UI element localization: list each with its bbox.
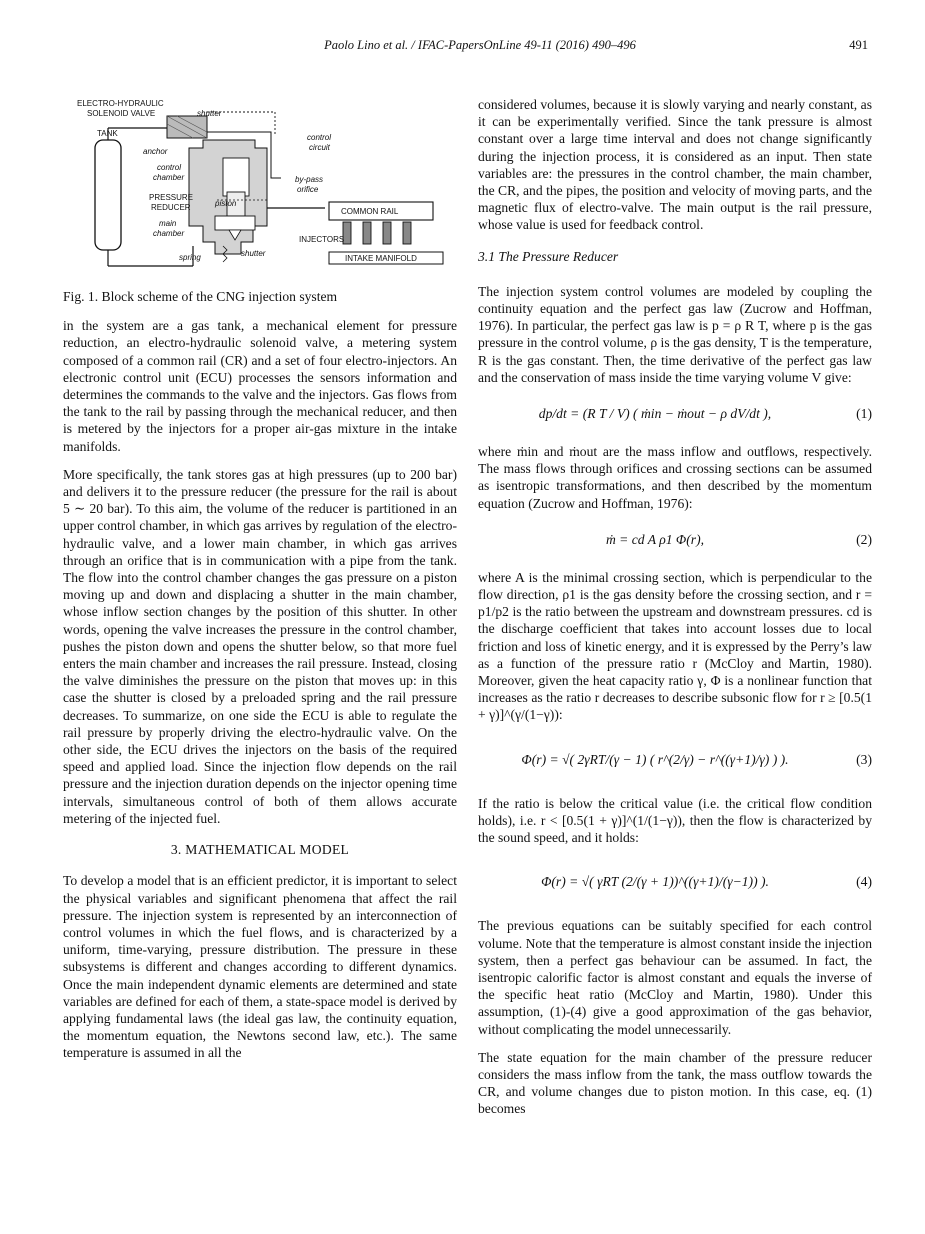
paragraph: The state equation for the main chamber of the pressure reducer considers the mass inflow from the tank, the mass outflow towards the CR, and volume changes due to piston motion. In this case, eq. (1) becomes [478,1049,872,1117]
paragraph: in the system are a gas tank, a mechanical element for pressure reduction, an electro-hydraulic solenoid valve, a metering system composed of a common rail (CR) and a set of four electro-injectors. An electronic control unit (ECU) processes the sensors information and determines the commands to the valve and the injectors. Gas flows from the tank to the rail by passing through the mechanical reducer, and then is metered by the injectors for a proper air-gas mixture in the intake manifolds. [63,318,457,454]
paragraph: considered volumes, because it is slowly varying and nearly constant, as it can be experimentally verified. Since the tank pressure is almost constant over a large time interval and does not change significantly during the injection process, it is considered as an input. Then state variables are: the pressures in the control chamber, the main chamber, the CR, and the pipes, the position and velocity of moving parts, and the magnetic flux of electro-valve. The main output is the rail pressure, whose value is used for feedback control. [478,97,872,233]
citation: Paolo Lino et al. / IFAC-PapersOnLine 49-11 (2016) 490–496 [324,38,636,52]
subsection-title: 3.1 The Pressure Reducer [478,248,619,264]
paragraph: If the ratio is below the critical value (i.e. the critical flow condition holds), i.e. r < [0.5(1 + γ)]^(1/(1−γ)), then the flow is characterized by the sound speed, and it holds: [478,795,872,846]
equation-number: (4) [856,874,872,890]
paragraph: The previous equations can be suitably specified for each control volume. Note that the temperature is almost constant inside the injection system, then a perfect gas behaviour can be assumed. In fact, the isentropic calorific factor is almost constant and equals the inverse of the specific heat ratio (McCloy and Martin, 1980). Under this assumption, (1)-(4) give a good approximation of the gas behavior, without complicating the model unnecessarily. [478,918,872,1037]
right-column [478,96,872,1129]
paragraph: where ṁin and ṁout are the mass inflow and outflows, respectively. The mass flows through orifices and crossing sections can be assumed as isentropic transformations, and then described by the momentum equation (Zucrow and Hoffman, 1976): [478,444,872,511]
label-valve-2: SOLENOID VALVE [87,109,156,118]
label-control-chamber-2: chamber [153,173,185,182]
label-anchor: anchor [143,147,168,156]
cng-scheme-diagram [63,96,457,272]
figure-caption: Fig. 1. Block scheme of the CNG injection system [63,289,338,304]
equation-body: dp/dt = (R T / V) ( ṁin − ṁout − ρ dV/dt ), [538,406,772,422]
page-header [60,38,868,58]
label-injectors: INJECTORS [299,235,345,244]
equation-1 [478,397,872,437]
section-title: 3. MATHEMATICAL MODEL [170,842,350,858]
label-main-chamber-1: main [159,219,177,228]
paragraph: To develop a model that is an efficient predictor, it is important to select the physical variables and significant phenomena that affect the rail pressure. The injection system is represented by an interconnection of control volumes in which the fuel flows, and is characterized by a uniform, time-varying, pressure distribution. The pressure in these subsystems is different and changes according to different dynamics. Once the main independent dynamic elements are determined and state variables are defined for each of them, a state-space model is derived by applying fundamental laws (the ideal gas law, the continuity equation, the momentum equation, the Newtons second law, etc.). The same temperature is assumed in all the [63,873,457,1061]
figure-block-scheme [63,96,457,272]
label-shutter-bottom: shutter [241,249,266,258]
page-number: 491 [849,38,868,52]
label-reducer-1: PRESSURE [149,193,194,202]
label-main-chamber-2: chamber [153,229,185,238]
equation-4 [478,857,872,911]
equation-body: Φ(r) = √( 2γRT/(γ − 1) ( r^(2/γ) − r^((γ+1)/γ) ) ). [521,751,789,767]
label-common-rail: COMMON RAIL [341,207,399,216]
label-reducer-2: REDUCER [151,203,191,212]
tank-shape [95,140,121,250]
equation-body: Φ(r) = √( γRT (2/(γ + 1))^((γ+1)/(γ−1)) ). [541,874,769,890]
label-bypass-1: by-pass [295,175,324,184]
equation-number: (2) [856,531,872,547]
label-control-circuit-1: control [307,133,332,142]
label-intake-manifold: INTAKE MANIFOLD [345,254,417,263]
paragraph: where A is the minimal crossing section, which is perpendicular to the flow direction, ρ1 is the gas density before the crossing section, and r = p1/p2 is the ratio between the upstream and downstream pressures. cd is the discharge coefficient that takes into account losses due to local friction and loss of kinetic energy, and it is expressed by the Perry’s law as a function of the pressure ratio r (McCloy and Martin, 1980). Moreover, given the heat capacity ratio γ, Φ is a nonlinear function that increases as the ratio r decreases to describe subsonic flow for r ≥ [0.5(1 + γ)]^(γ/(1−γ)): [478,569,872,723]
left-column [63,96,457,1073]
label-valve-1: ELECTRO-HYDRAULIC [77,99,164,108]
label-control-circuit-2: circuit [309,143,330,152]
equation-number: (1) [856,406,872,422]
label-shutter-top: shutter [197,109,222,118]
equation-2 [478,523,872,563]
equation-number: (3) [856,751,872,767]
label-bypass-2: orifice [297,185,319,194]
paragraph: The injection system control volumes are modeled by coupling the continuity equation and the perfect gas law (Zucrow and Hoffman, 1976). In particular, the perfect gas law is p = ρ R T, where p is the gas pressure in the control volume, ρ is the gas density, T is the temperature, R is the gas constant. Then, the time derivative of the perfect gas law and the conservation of mass inside the time varying volume V give: [478,283,872,385]
label-piston: piston [215,199,237,208]
label-control-chamber-1: control [157,163,182,172]
injector-shapes [343,222,411,244]
equation-3 [478,735,872,789]
label-tank: TANK [97,129,118,138]
label-spring: spring [179,253,201,262]
paragraph: More specifically, the tank stores gas at high pressures (up to 200 bar) and delivers it to the pressure reducer (the pressure for the rail is about 5 ∼ 20 bar). To this aim, the volume of the reducer is partitioned in an upper control chamber, in which gas arrives by regulation of the electro-hydraulic valve, and a lower main chamber, in which gas arrives through an orifice that is in communication with a pipe from the tank. The flow into the control chamber changes the gas pressure on a piston moving up and down and displacing a shutter in the main chamber, whose inflow section changes by the position of this shutter. In other words, opening the valve increases the pressure in the control chamber, pushes the piston down and opens the shutter below, so that more fuel enters the main chamber and increases the rail pressure. Instead, closing the valve diminishes the pressure on the piston that moves up: in this case the shutter is closed by a preloaded spring and the rail pressure decreases. To summarize, on one side the ECU is able to regulate the rail pressure by properly driving the electro-hydraulic valve. On the other side, the ECU drives the injectors on the basis of the required speed and applied load. Since the injection flow depends on the rail pressure and the injection duration depends on the injector opening time intervals, simultaneous control of both of them allows accurate metering of the injected fuel. [63,466,457,826]
equation-body: ṁ = cd A ρ1 Φ(r), [605,531,705,547]
